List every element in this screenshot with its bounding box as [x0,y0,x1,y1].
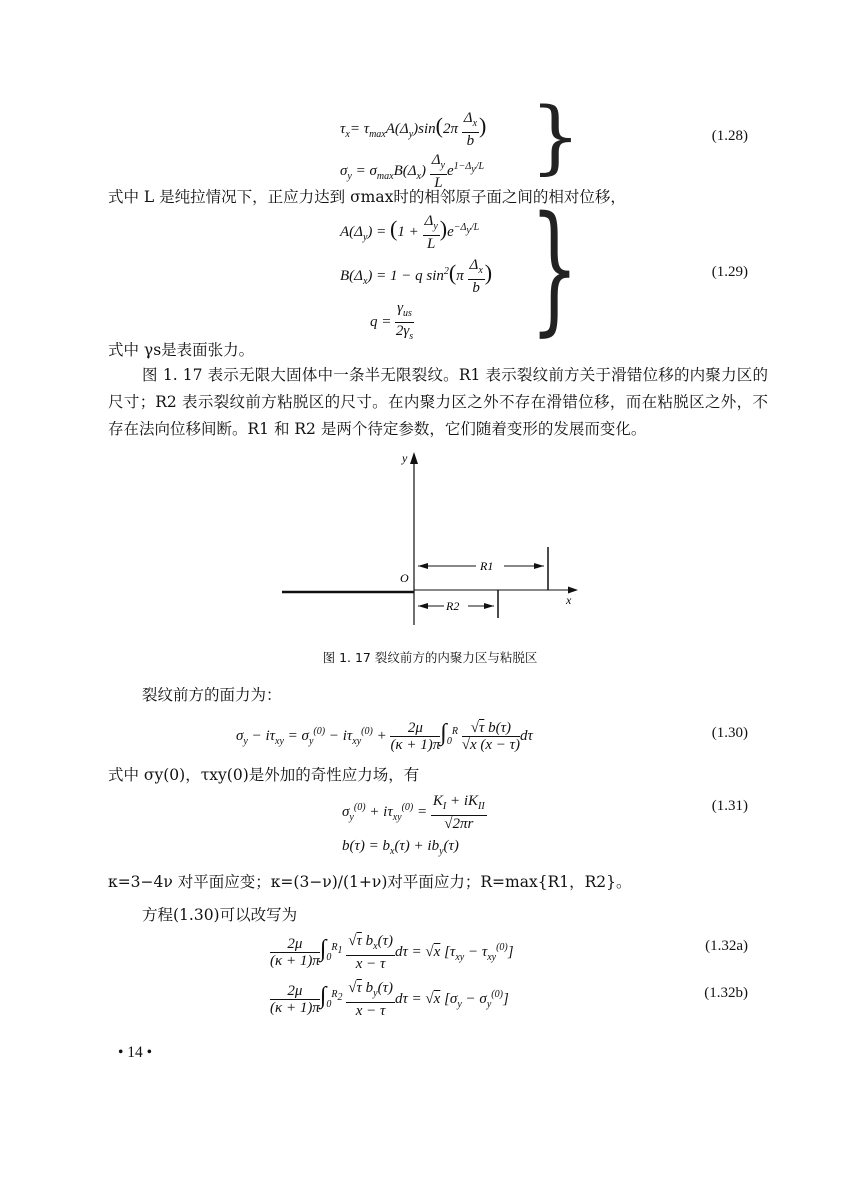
eq-1-29-number: (1.29) [711,264,748,280]
fig-label-R1: R1 [480,559,494,573]
text-paragraph-figure: 图 1. 17 表示无限大固体中一条半无限裂纹。R1 表示裂纹前方关于滑错位移的内聚力区的尺寸；R2 表示裂纹前方粘脱区的尺寸。在内聚力区之外不存在滑错位移，而在粘脱区之外，不存在法向位移间断。R1 和 R2 是两个待定参数，它们随着变形的发展而变化。 [108,366,768,438]
eq-1-28-brace: } [530,90,581,183]
text-traction: 裂纹前方的面力为： [142,686,282,704]
eq-1-31-line2: $b(\tau) = b_x(\tau) + ib_y(\tau)$ [342,838,459,857]
figure-caption: 图 1. 17 裂纹前方的内聚力区与粘脱区 [322,650,538,665]
text-rewrite: 方程(1.30)可以改写为 [142,906,298,924]
eq-1-28-number: (1.28) [711,128,748,144]
eq-1-29-line1: $A(\Delta_y) = (1$ + $\frac{\Delta_y}{L}$ )$e^{-\Delta_y/L}$ [340,213,480,252]
eq-1-29-line3: q = $\frac{\gamma_{us}}{2\gamma_s}$ [370,300,414,342]
fig-label-y: y [402,451,408,465]
figure-1-17 [0,450,860,630]
text-where: 式中 σy(0)，τxy(0)是外加的奇性应力场，有 [108,766,420,784]
text-line-gamma: 式中 γs是表面张力。 [108,341,255,359]
fig-label-O: O [400,571,409,585]
text-kappa: κ=3−4ν 对平面应变；κ=(3−ν)/(1+ν)对平面应力；R=max{R1，R2}。 [108,873,632,891]
eq-1-31-line1: $\sigma_y^{(0)} + i\tau_{xy}^{(0)}$ = $\frac{K_I + iK_{II}}{√2\pi r}$ [342,793,485,832]
eq-1-31-number: (1.31) [711,798,748,814]
text-line-L: 式中 L 是纯拉情况下，正应力达到 σmax时的相邻原子面之间的相对位移， [108,188,626,206]
eq-1-28-line2: $\sigma_y = \sigma_{max}B(\Delta_x)$ $\frac{\Delta_y}{L}$ $e^{1-\Delta_y/L}$ [340,152,485,191]
eq-1-28-line1: $\tau_x= \tau_{max}A(\Delta_y)\sin(2\pi$ $\frac{\Delta_x}{b}$ ) [340,110,487,149]
page-number: • 14 • [118,1044,153,1061]
eq-1-32b-number: (1.32b) [704,985,748,1001]
eq-1-29-line2: $B(\Delta_x) = 1 - q$ $\sin^2(\pi$ $\frac{\Delta_x}{b}$ ) [340,257,493,296]
eq-1-30: $\sigma_y - i\tau_{xy} = \sigma_y^{(0)} - i\tau_{xy}^{(0)}$ + $\frac{2\mu}{(\kappa + 1)\pi}$ $\int_0^R$ $\frac{\text{√τ b(τ)}}{√x (x - \tau)}$ dτ [236,720,533,754]
eq-1-30-number: (1.30) [711,725,748,741]
eq-1-32a: $\frac{2\mu}{(\kappa + 1)\pi}$ $\int_0^{R_1}$ $\frac{√\tau b_x(\tau)}{x - \tau}$ dτ = √x $[\tau_{xy} - \tau_{xy}^{(0)}]$ [270,933,514,972]
eq-1-29-brace: } [530,187,579,350]
eq-1-32b: $\frac{2\mu}{(\kappa + 1)\pi}$ $\int_0^{R_2}$ $\frac{√\tau b_y(\tau)}{x - \tau}$ dτ = √x $[\sigma_y - \sigma_y^{(0)}]$ [270,980,509,1019]
eq-1-32a-number: (1.32a) [705,938,748,954]
fig-label-x: x [566,593,572,607]
fig-label-R2: R2 [446,599,460,613]
